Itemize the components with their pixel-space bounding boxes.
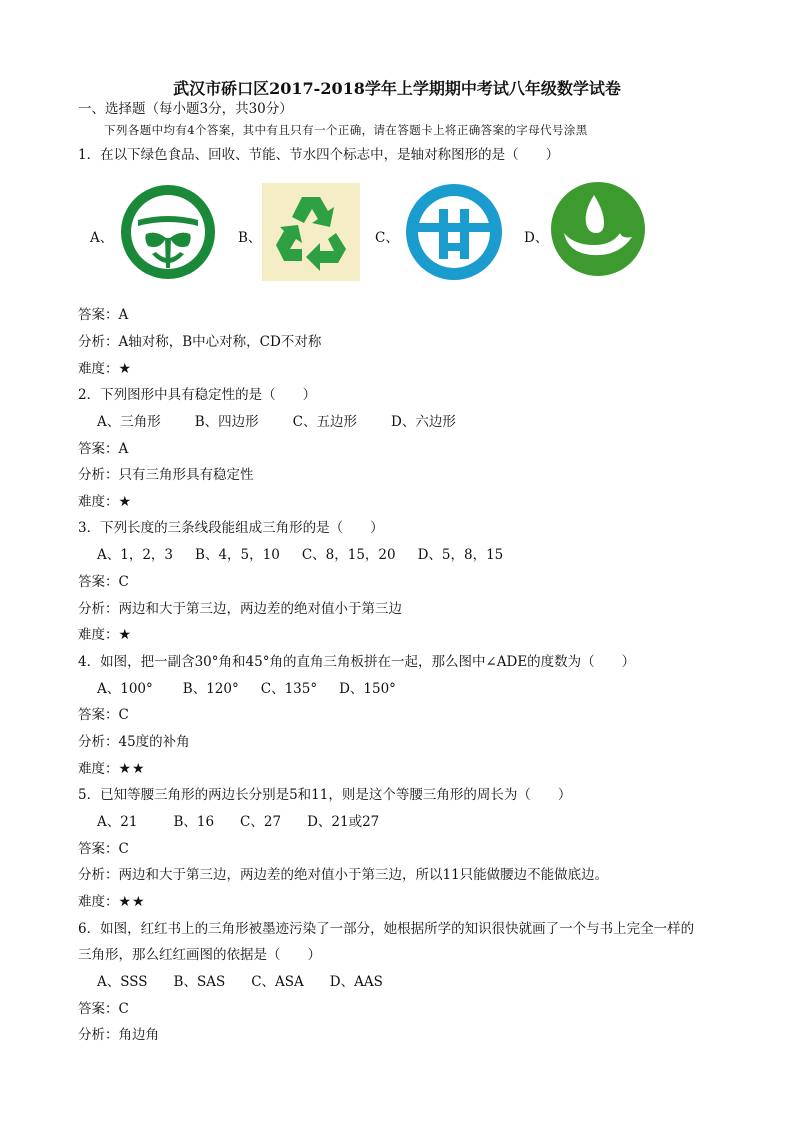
water-saving-logo-icon bbox=[548, 177, 649, 278]
question-6-stem-cont: 三角形，那么红红画图的依据是（ ） bbox=[78, 947, 321, 963]
question-5-stem: 5．已知等腰三角形的两边长分别是5和11，则是这个等腰三角形的周长为（ ） bbox=[78, 787, 572, 803]
option-b: B、120° bbox=[182, 681, 239, 697]
option-a: A、100° bbox=[97, 681, 153, 697]
option-b: B、4，5，10 bbox=[195, 547, 280, 563]
green-food-logo-icon bbox=[120, 184, 216, 280]
option-a: A、三角形 bbox=[97, 414, 161, 430]
option-c: C、135° bbox=[260, 681, 318, 697]
difficulty-stars: ★ bbox=[118, 361, 133, 377]
option-b: B、16 bbox=[173, 814, 215, 830]
question-5-answer: 答案：C bbox=[78, 841, 129, 857]
question-1-answer: 答案：A bbox=[78, 307, 129, 323]
option-a: A、21 bbox=[97, 814, 138, 830]
difficulty-label: 难度： bbox=[78, 627, 119, 643]
energy-saving-logo-icon bbox=[405, 183, 503, 281]
option-d: D、150° bbox=[339, 681, 396, 697]
option-d: D、AAS bbox=[329, 974, 383, 990]
question-5-options bbox=[97, 813, 413, 831]
option-d: D、21或27 bbox=[307, 814, 380, 830]
logo-label-b: B、 bbox=[238, 230, 262, 246]
question-4-options bbox=[97, 680, 430, 698]
question-6-answer: 答案：C bbox=[78, 1001, 129, 1017]
question-3-options bbox=[97, 546, 537, 564]
question-6-analysis: 分析：角边角 bbox=[78, 1027, 159, 1043]
section-note: 下列各题中均有4个答案，其中有且只有一个正确，请在答题卡上将正确答案的字母代号涂黑 bbox=[104, 123, 588, 137]
logo-label-c: C、 bbox=[375, 230, 399, 246]
question-3-stem: 3．下列长度的三条线段能组成三角形的是（ ） bbox=[78, 520, 384, 536]
question-5-analysis: 分析：两边和大于第三边，两边差的绝对值小于第三边，所以11只能做腰边不能做底边。 bbox=[78, 867, 609, 883]
question-5-difficulty bbox=[78, 893, 146, 911]
difficulty-stars: ★★ bbox=[118, 761, 146, 777]
question-1-difficulty bbox=[78, 360, 132, 378]
option-c: C、ASA bbox=[251, 974, 304, 990]
question-2-stem: 2．下列图形中具有稳定性的是（ ） bbox=[78, 387, 317, 403]
option-d: D、5，8，15 bbox=[417, 547, 504, 563]
option-d: D、六边形 bbox=[391, 414, 456, 430]
logo-label-d: D、 bbox=[524, 230, 549, 246]
option-b: B、四边形 bbox=[194, 414, 259, 430]
option-a: A、1，2，3 bbox=[97, 547, 174, 563]
difficulty-label: 难度： bbox=[78, 761, 119, 777]
question-4-answer: 答案：C bbox=[78, 707, 129, 723]
recycle-logo-icon bbox=[262, 183, 360, 281]
question-2-answer: 答案：A bbox=[78, 441, 129, 457]
difficulty-label: 难度： bbox=[78, 361, 119, 377]
option-b: B、SAS bbox=[173, 974, 226, 990]
difficulty-stars: ★ bbox=[118, 627, 133, 643]
question-3-answer: 答案：C bbox=[78, 574, 129, 590]
question-6-options bbox=[97, 973, 417, 991]
question-4-stem: 4．如图，把一副含30°角和45°角的直角三角板拼在一起，那么图中∠ADE的度数为（ ） bbox=[78, 654, 636, 670]
question-2-options bbox=[97, 413, 490, 431]
question-2-analysis: 分析：只有三角形具有稳定性 bbox=[78, 467, 254, 483]
question-1-stem: 1．在以下绿色食品、回收、节能、节水四个标志中，是轴对称图形的是（ ） bbox=[78, 147, 560, 163]
option-a: A、SSS bbox=[97, 974, 148, 990]
page-title: 武汉市硚口区2017-2018学年上学期期中考试八年级数学试卷 bbox=[173, 79, 621, 98]
difficulty-label: 难度： bbox=[78, 894, 119, 910]
question-6-stem: 6．如图，红红书上的三角形被墨迹污染了一部分，她根据所学的知识很快就画了一个与书上完全一样的 bbox=[78, 921, 695, 937]
difficulty-label: 难度： bbox=[78, 494, 119, 510]
question-2-difficulty bbox=[78, 493, 132, 511]
option-c: C、8，15，20 bbox=[301, 547, 396, 563]
option-c: C、27 bbox=[240, 814, 282, 830]
question-3-difficulty bbox=[78, 626, 132, 644]
logo-label-a: A、 bbox=[90, 230, 114, 246]
section-heading: 一、选择题（每小题3分，共30分） bbox=[78, 101, 293, 117]
question-4-difficulty bbox=[78, 760, 146, 778]
question-4-analysis: 分析：45度的补角 bbox=[78, 734, 190, 750]
question-1-analysis: 分析：A轴对称，B中心对称，CD不对称 bbox=[78, 334, 322, 350]
difficulty-stars: ★★ bbox=[118, 894, 146, 910]
option-c: C、五边形 bbox=[292, 414, 358, 430]
difficulty-stars: ★ bbox=[118, 494, 133, 510]
question-3-analysis: 分析：两边和大于第三边，两边差的绝对值小于第三边 bbox=[78, 601, 402, 617]
